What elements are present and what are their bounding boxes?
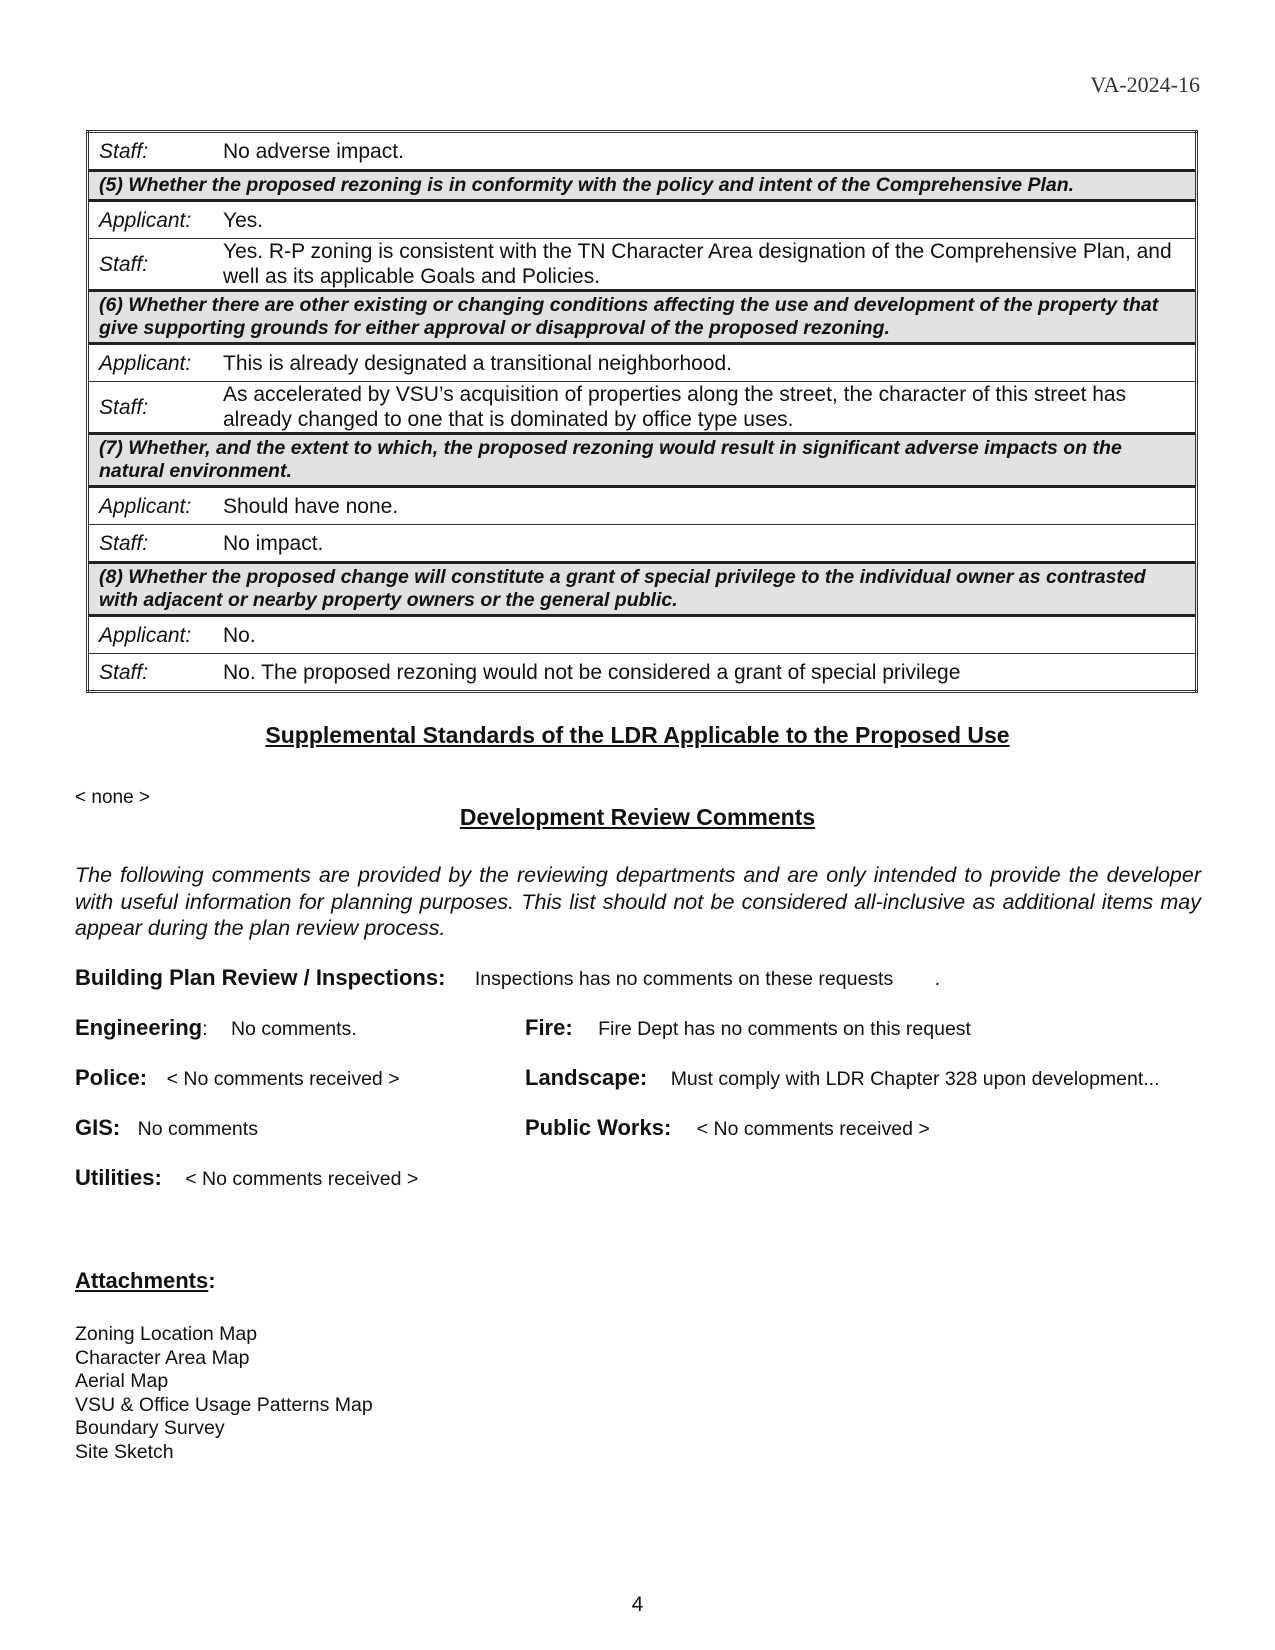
staff-response: No impact. <box>219 525 1197 563</box>
table-row <box>88 201 1197 239</box>
table-row <box>88 382 1197 434</box>
applicant-label: Applicant: <box>88 616 220 654</box>
table-row <box>88 487 1197 525</box>
criterion-6-header <box>88 291 1197 344</box>
landscape-comment <box>525 1065 1160 1091</box>
table-row <box>88 616 1197 654</box>
attachments-list <box>75 1323 373 1464</box>
applicant-label: Applicant: <box>88 201 220 239</box>
landscape-label: Landscape: <box>525 1065 648 1090</box>
attachments-title: Attachments <box>75 1268 209 1293</box>
staff-response: No adverse impact. <box>219 132 1197 171</box>
criterion-5-header <box>88 171 1197 201</box>
table-row <box>88 654 1197 692</box>
table-row <box>88 344 1197 382</box>
police-comment <box>75 1065 400 1091</box>
police-value: < No comments received > <box>166 1068 400 1090</box>
building-review-comment <box>75 965 940 991</box>
public-works-comment <box>525 1115 930 1141</box>
criteria-table <box>86 130 1198 693</box>
staff-response: No. The proposed rezoning would not be considered a grant of special privilege <box>219 654 1197 692</box>
public-works-label: Public Works: <box>525 1115 672 1140</box>
case-number: VA-2024-16 <box>1090 72 1200 97</box>
building-review-trail: . <box>934 968 941 990</box>
criterion-7-title: (7) Whether, and the extent to which, the proposed rezoning would result in significant adverse impacts on the natural environment. <box>88 434 1197 487</box>
staff-label: Staff: <box>88 239 220 291</box>
list-item: Aerial Map <box>75 1370 169 1392</box>
applicant-label: Applicant: <box>88 487 220 525</box>
attachments-colon: : <box>208 1268 216 1293</box>
staff-label: Staff: <box>88 525 220 563</box>
staff-response: As accelerated by VSU’s acquisition of properties along the street, the character of this street has already changed to one that is dominated by office type uses. <box>219 382 1197 434</box>
development-review-title: Development Review Comments <box>459 804 816 830</box>
gis-comment <box>75 1115 258 1141</box>
applicant-response: Yes. <box>219 201 1197 239</box>
utilities-label: Utilities: <box>75 1165 162 1190</box>
engineering-label: Engineering <box>75 1015 203 1040</box>
criterion-8-title: (8) Whether the proposed change will constitute a grant of special privilege to the individual owner as contrasted with adjacent or nearby property owners or the general public. <box>88 563 1197 616</box>
staff-label: Staff: <box>88 654 220 692</box>
applicant-response: No. <box>219 616 1197 654</box>
utilities-value: < No comments received > <box>185 1168 419 1190</box>
table-row <box>88 525 1197 563</box>
criterion-6-title: (6) Whether there are other existing or changing conditions affecting the use and development of the property that give supporting grounds for either approval or disapproval of the proposed rezoning. <box>88 291 1197 344</box>
list-item: Site Sketch <box>75 1440 174 1463</box>
gis-label: GIS: <box>75 1115 121 1140</box>
public-works-value: < No comments received > <box>696 1118 930 1140</box>
engineering-value: No comments. <box>230 1018 357 1040</box>
supplemental-none: < none > <box>75 787 151 808</box>
criterion-7-header <box>88 434 1197 487</box>
fire-value: Fire Dept has no comments on this request <box>598 1018 971 1040</box>
applicant-response: This is already designated a transitional neighborhood. <box>219 344 1197 382</box>
utilities-comment <box>75 1165 418 1191</box>
staff-label: Staff: <box>88 382 220 434</box>
attachments-heading <box>75 1268 216 1294</box>
list-item: Boundary Survey <box>75 1417 225 1439</box>
landscape-value: Must comply with LDR Chapter 328 upon development... <box>670 1068 1160 1090</box>
gis-value: No comments <box>137 1118 258 1140</box>
list-item: Zoning Location Map <box>75 1323 258 1345</box>
criterion-5-title: (5) Whether the proposed rezoning is in conformity with the policy and intent of the Comprehensive Plan. <box>88 171 1197 201</box>
engineering-colon: : <box>202 1018 208 1040</box>
engineering-comment <box>75 1015 357 1041</box>
applicant-response: Should have none. <box>219 487 1197 525</box>
review-intro-paragraph: The following comments are provided by the reviewing departments and are only intended to provide the developer with useful information for planning purposes. This list should not be considered all-inclusive as additional items may appear during the plan review process. <box>75 863 1201 940</box>
page-number: 4 <box>631 1593 644 1616</box>
fire-label: Fire: <box>525 1015 573 1040</box>
police-label: Police: <box>75 1065 148 1090</box>
list-item: Character Area Map <box>75 1346 250 1369</box>
staff-response: Yes. R-P zoning is consistent with the TN Character Area designation of the Comprehensive Plan, and well as its applicable Goals and Policies. <box>219 239 1197 291</box>
building-review-value: Inspections has no comments on these requests <box>474 968 894 990</box>
table-row <box>88 239 1197 291</box>
applicant-label: Applicant: <box>88 344 220 382</box>
staff-label: Staff: <box>88 132 220 171</box>
fire-comment <box>525 1015 971 1041</box>
supplemental-standards-title: Supplemental Standards of the LDR Applicable to the Proposed Use <box>265 722 1010 748</box>
criterion-8-header <box>88 563 1197 616</box>
list-item: VSU & Office Usage Patterns Map <box>75 1393 373 1416</box>
building-review-label: Building Plan Review / Inspections: <box>75 965 446 990</box>
table-row <box>88 132 1197 171</box>
